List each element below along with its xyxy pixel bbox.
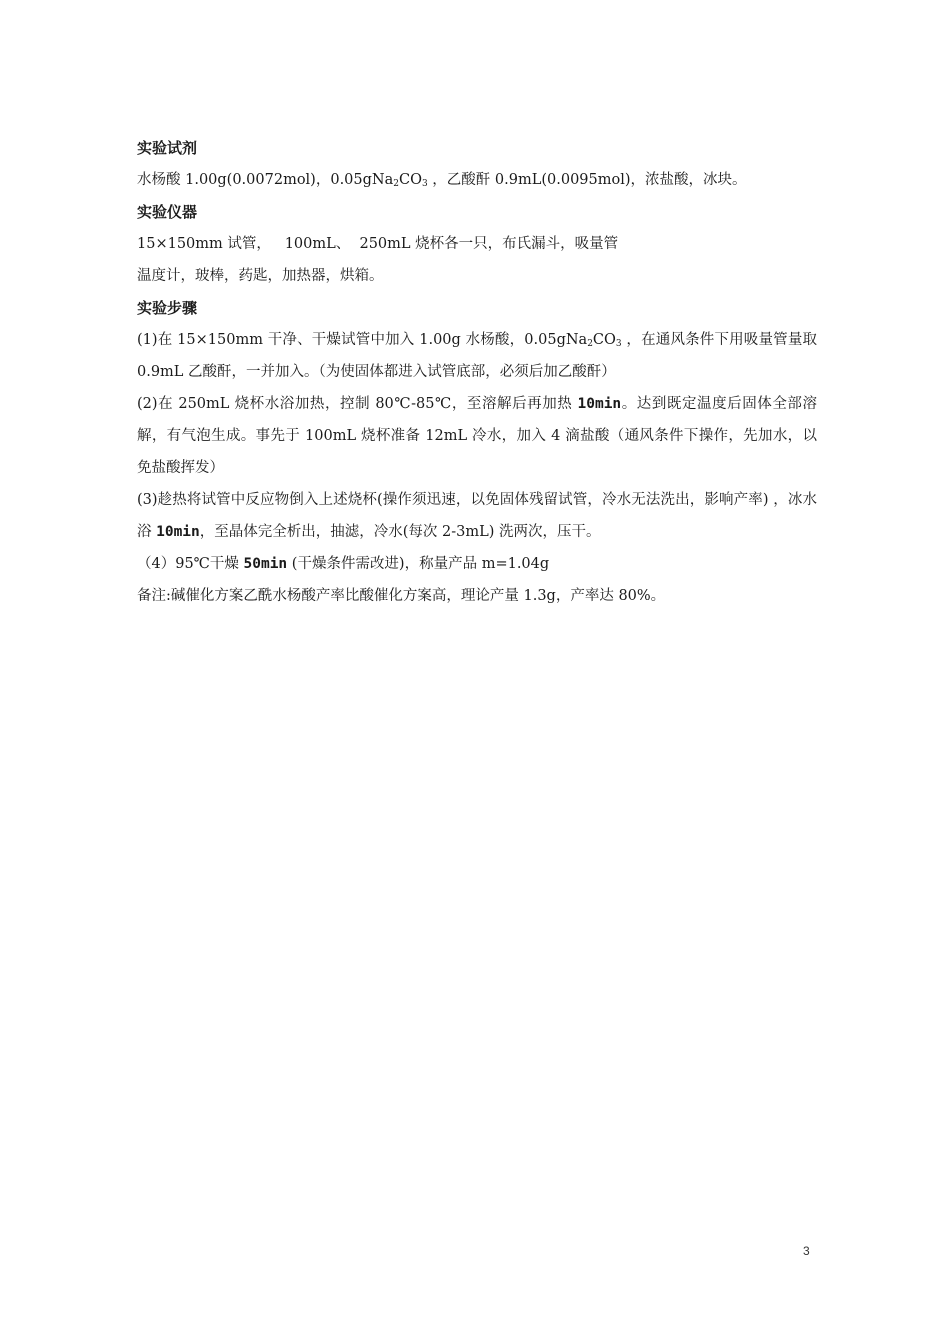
duration-emphasis: 50min xyxy=(243,556,288,572)
procedure-step-3: (3)趁热将试管中反应物倒入上述烧杯(操作须迅速，以免固体残留试管，冷水无法洗出，影响产率) ，冰水浴 10min，至晶体完全析出，抽滤，冷水(每次 2-3mL) 洗两次，压干。 xyxy=(137,492,817,540)
procedure-note: 备注:碱催化方案乙酰水杨酸产率比酸催化方案高，理论产量 1.3g，产率达 80%。 xyxy=(137,588,666,604)
instruments-line-1: 15×150mm 试管， 100mL、 250mL 烧杯各一只，布氏漏斗，吸量管 xyxy=(137,236,619,252)
reagents-list: 水杨酸 1.00g(0.0072mol)，$0.05gNa_2CO_3$ ，乙酸酐 0.9mL(0.0095mol)，浓盐酸，冰块。 xyxy=(137,172,747,189)
procedure-step-2: (2)在 250mL 烧杯水浴加热，控制 80℃-85℃，至溶解后再加热 10min。达到既定温度后固体全部溶解，有气泡生成。事先于 100mL 烧杯准备 12mL 冷水，加入 4 滴盐酸（通风条件下操作，先加水，以免盐酸挥发） xyxy=(137,396,817,476)
instruments-line-2: 温度计，玻棒，药匙，加热器，烘箱。 xyxy=(137,268,384,284)
duration-emphasis: 10min xyxy=(577,396,622,412)
procedure-heading: 实验步骤 xyxy=(137,299,198,317)
procedure-step-1: (1)在 15×150mm 干净、干燥试管中加入 1.00g 水杨酸，$0.05gNa_2CO_3$ ，在通风条件下用吸量管量取 0.9mL 乙酸酐，一并加入。（为使固体都进入试管底部，必须后加乙酸酐） xyxy=(137,332,818,380)
duration-emphasis: 10min xyxy=(156,524,200,540)
procedure-step-4: （4）95℃干燥 50min (干燥条件需改进)，称量产品 m=1.04g xyxy=(137,556,550,572)
page-number: 3 xyxy=(803,1244,810,1258)
instruments-heading: 实验仪器 xyxy=(137,203,198,221)
reagents-heading: 实验试剂 xyxy=(137,139,198,157)
document-body xyxy=(137,132,817,612)
